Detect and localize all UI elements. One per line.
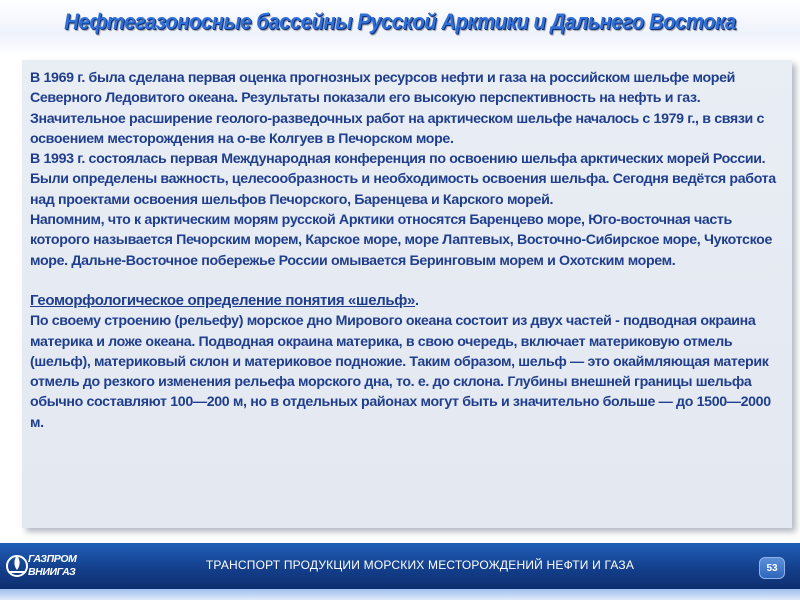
paragraph-shelf-definition: По своему строению (рельефу) морское дно Мирового океана состоит из двух частей - подводная окраина материка и ложе океана. Подводная окраина материка, в свою очередь, включает материковую отмель (шельф), материковый склон и материковое подножие. Таким образом, шельф — это окаймляющая материк отмель до резкого изменения рельефа морского дна, то. е. до склона. Глубины внешней границы шельфа обычно составляют 100—200 м, но в отдельных районах могут быть и значительно больше — до 1500—2000 м.	[30, 313, 771, 431]
slide-content	[30, 68, 780, 433]
paragraph-spacer	[30, 271, 780, 291]
paragraph-history-1969: В 1969 г. была сделана первая оценка прогнозных ресурсов нефти и газа на российском шельфе морей Северного Ледовитого океана. Результаты показали его высокую перспективность на нефть и газ. Значительное расширение геолого-разведочных работ на арктическом шельфе началось с 1979 г., в связи с освоением месторождения на о-ве Колгуев в Печорском море.	[30, 70, 765, 147]
section-heading-block	[30, 291, 780, 311]
gazprom-vniigaz-logo	[6, 546, 77, 586]
footer-caption: ТРАНСПОРТ ПРОДУКЦИИ МОРСКИХ МЕСТОРОЖДЕНИЙ НЕФТИ И ГАЗА	[205, 558, 635, 572]
section-heading-period: .	[415, 292, 419, 309]
logo-line-vniigaz: ВНИИГАЗ	[28, 566, 76, 578]
logo-line-gazprom: ГАЗПРОМ	[28, 553, 77, 565]
page-number-badge: 53	[759, 557, 785, 579]
paragraph-conference-1993: В 1993 г. состоялась первая Международная конференция по освоению шельфа арктических морей России. Были определены важность, целесообразность и необходимость освоения шельфа. Сегодня ведётся работа над проектами освоения шельфов Печорского, Баренцева и Карского морей.	[30, 151, 776, 208]
footer-strip	[0, 589, 800, 600]
section-heading: Геоморфологическое определение понятия «шельф»	[30, 291, 416, 309]
slide-title: Нефтегазоносные бассейны Русской Арктики и Дальнего Востока	[64, 9, 736, 34]
paragraph-arctic-seas: Напомним, что к арктическим морям русской Арктики относятся Баренцево море, Юго-восточная часть которого называется Печорским морем, Карское море, море Лаптевых, Восточно-Сибирское море, Чукотское море. Дальне-Восточное побережье России омывается Беринговым морем и Охотским морем.	[30, 212, 773, 269]
